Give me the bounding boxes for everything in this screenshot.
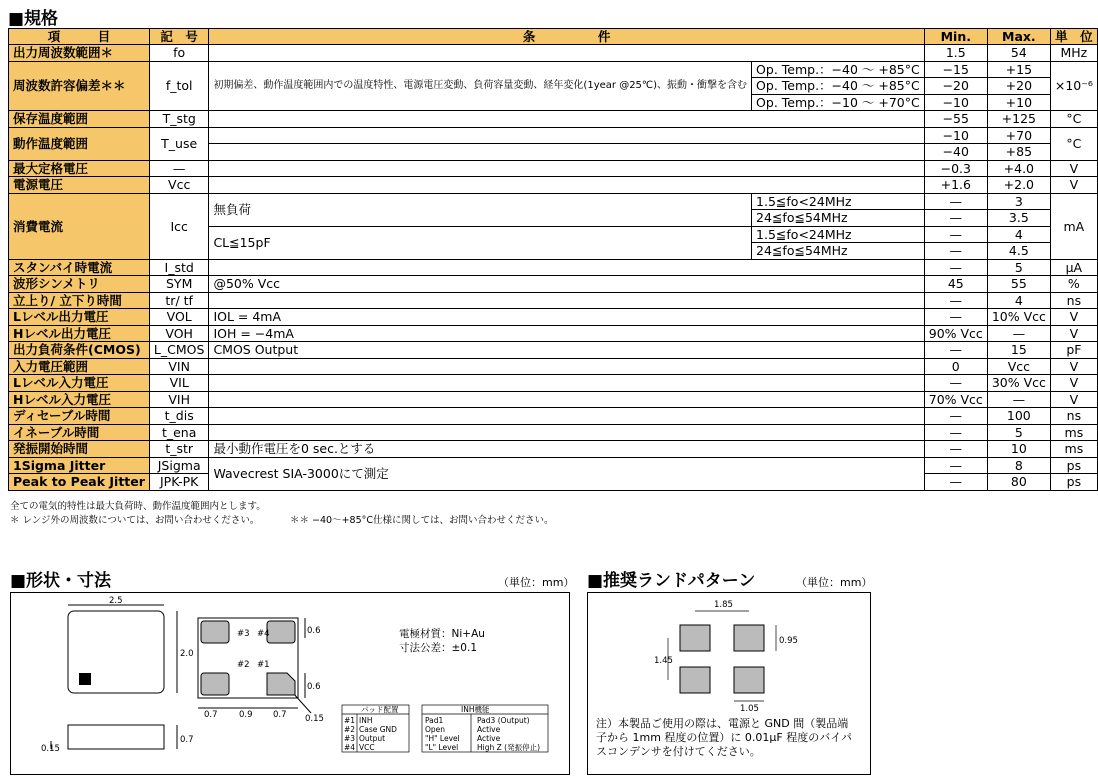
svg-text:#2: #2: [344, 725, 356, 734]
spec-title: ■規格: [8, 9, 59, 29]
land-pattern-box: [587, 592, 871, 775]
dim-height: 2.0: [180, 649, 194, 659]
package-side-view: [68, 725, 164, 749]
pad-label-3: #3: [237, 629, 250, 639]
dim-bottom: 0.15: [41, 744, 60, 754]
table-row: 周波数許容偏差＊＊ f_tol 初期偏差、動作温度範囲内での温度特性、電源電圧変動、負荷容量変動、経年変化(1year @25℃)、振動・衝撃を含む Op. Temp.：−40 〜 +85°C −15 +15 ×10⁻⁶: [9, 61, 1098, 78]
table-row: 最大定格電圧 — −0.3 +4.0 V: [9, 160, 1098, 177]
svg-text:Case GND: Case GND: [359, 725, 397, 734]
header-min: Min.: [924, 29, 987, 45]
land-pad: [734, 667, 764, 693]
dim-pad-w-left: 0.7: [204, 710, 218, 720]
land-note: 注）本製品ご使用の際は、電源と GND 間（製品端子から 1mm 程度の位置）に 0.01µF 程度のバイパスコンデンサを付けてください。: [596, 717, 853, 758]
svg-text:High Z (発振停止): High Z (発振停止): [477, 743, 540, 752]
table-header-row: [9, 29, 1098, 45]
table-row: 発振開始時間 t_str 最小動作電圧を0 sec.とする — 10 ms: [9, 441, 1098, 458]
svg-text:Open: Open: [425, 725, 446, 734]
table-row: −40 +85: [9, 144, 1098, 161]
dim-pad-h-bottom: 0.6: [307, 682, 321, 692]
table-row: イネーブル時間 t_ena — 5 ms: [9, 424, 1098, 441]
note-line-2b: ＊＊ −40〜+85°C仕様に関しては、お問い合わせください。: [290, 515, 554, 526]
svg-text:Output: Output: [359, 734, 386, 743]
dim-pad-gap: 0.9: [239, 710, 253, 720]
material-text: 電極材質：Ni+Au: [399, 628, 485, 640]
shape-title: ■形状・寸法: [10, 571, 112, 591]
shape-drawing-box: [10, 592, 570, 775]
table-row: Op. Temp.：−10 〜 +70°C −10 +10: [9, 94, 1098, 111]
table-row: 波形シンメトリ SYM @50% Vcc 45 55 %: [9, 276, 1098, 293]
table-row: Peak to Peak Jitter JPK-PK — 80 ps: [9, 474, 1098, 491]
dim-corner: 0.15: [305, 714, 324, 724]
svg-text:#3: #3: [344, 734, 356, 743]
table-row: Lレベル入力電圧 VIL — 30% Vcc V: [9, 375, 1098, 392]
table-row: 出力負荷条件(CMOS) L_CMOS CMOS Output — 15 pF: [9, 342, 1098, 359]
table-row: Hレベル出力電圧 VOH IOH = −4mA 90% Vcc — V: [9, 325, 1098, 342]
pad-1: [267, 673, 295, 695]
svg-text:#1: #1: [344, 716, 356, 725]
inh-table-title: INH機能: [461, 705, 490, 714]
svg-text:Active: Active: [477, 725, 501, 734]
table-row: 1Sigma Jitter JSigma Wavecrest SIA-3000にて測定 — 8 ps: [9, 457, 1098, 474]
land-pad: [680, 667, 710, 693]
table-row: 24≦fo≦54MHz — 3.5: [9, 210, 1098, 227]
dim-width: 2.5: [109, 596, 123, 606]
table-row: 24≦fo≦54MHz — 4.5: [9, 243, 1098, 260]
tolerance-text: 寸法公差：±0.1: [399, 642, 477, 654]
pad-3: [201, 621, 229, 643]
svg-text:VCC: VCC: [359, 743, 375, 752]
table-row: Hレベル入力電圧 VIH 70% Vcc — V: [9, 391, 1098, 408]
svg-text:#4: #4: [344, 743, 356, 752]
table-row: 出力周波数範囲＊ fo 1.5 54 MHz: [9, 45, 1098, 62]
pin-table-title: パッド配置: [361, 705, 399, 714]
spec-table: [8, 28, 1098, 491]
land-dim-bottom: 1.05: [740, 704, 759, 714]
table-row: CL≦15pF 1.5≦fo<24MHz — 4: [9, 226, 1098, 243]
pad-4: [267, 621, 295, 643]
header-item: 項 目: [9, 29, 150, 45]
dim-pad-w-right: 0.7: [273, 710, 287, 720]
table-row: Op. Temp.：−40 〜 +85°C −20 +20: [9, 78, 1098, 95]
table-row: ディセーブル時間 t_dis — 100 ns: [9, 408, 1098, 425]
table-row: 動作温度範囲 T_use −10 +70 °C: [9, 127, 1098, 144]
land-unit: （単位：mm）: [796, 576, 873, 589]
table-row: 電源電圧 Vcc +1.6 +2.0 V: [9, 177, 1098, 194]
svg-text:Active: Active: [477, 734, 501, 743]
table-row: 保存温度範囲 T_stg −55 +125 °C: [9, 111, 1098, 128]
note-line-1: 全ての電気的特性は最大負荷時、動作温度範囲内とします。: [10, 501, 266, 512]
pad-label-2: #2: [237, 660, 250, 670]
svg-text:Pad1: Pad1: [425, 716, 444, 725]
dimension-drawing: [11, 593, 569, 774]
land-pad: [734, 625, 764, 651]
shape-unit: （単位：mm）: [498, 576, 575, 589]
land-pattern-drawing: [588, 593, 870, 713]
header-unit: 単 位: [1050, 29, 1097, 45]
land-dim-left: 1.45: [654, 656, 673, 666]
land-dim-top: 1.85: [714, 600, 733, 610]
pad-label-1: #1: [257, 660, 270, 670]
svg-text:"H" Level: "H" Level: [425, 734, 460, 743]
dim-thick: 0.7: [180, 735, 194, 745]
table-row: 消費電流 Icc 無負荷 1.5≦fo<24MHz — 3 mA: [9, 193, 1098, 210]
table-row: 入力電圧範囲 VIN 0 Vcc V: [9, 358, 1098, 375]
pad-label-4: #4: [257, 629, 270, 639]
header-max: Max.: [987, 29, 1050, 45]
land-title: ■推奨ランドパターン: [587, 571, 756, 591]
header-condition: 条 件: [209, 29, 924, 45]
land-dim-right: 0.95: [779, 636, 798, 646]
table-row: Lレベル出力電圧 VOL IOL = 4mA — 10% Vcc V: [9, 309, 1098, 326]
dim-pad-h-top: 0.6: [307, 626, 321, 636]
land-pad: [680, 625, 710, 651]
svg-text:INH: INH: [359, 716, 373, 725]
svg-text:Pad3 (Output): Pad3 (Output): [477, 716, 530, 725]
pad-2: [201, 673, 229, 695]
note-line-2a: ＊ レンジ外の周波数については、お問い合わせください。: [10, 515, 260, 526]
table-row: スタンバイ時電流 I_std — 5 µA: [9, 259, 1098, 276]
svg-text:"L" Level: "L" Level: [425, 743, 459, 752]
header-symbol: 記 号: [149, 29, 209, 45]
pin1-mark: [79, 673, 91, 685]
table-row: 立上り/ 立下り時間 tr/ tf — 4 ns: [9, 292, 1098, 309]
